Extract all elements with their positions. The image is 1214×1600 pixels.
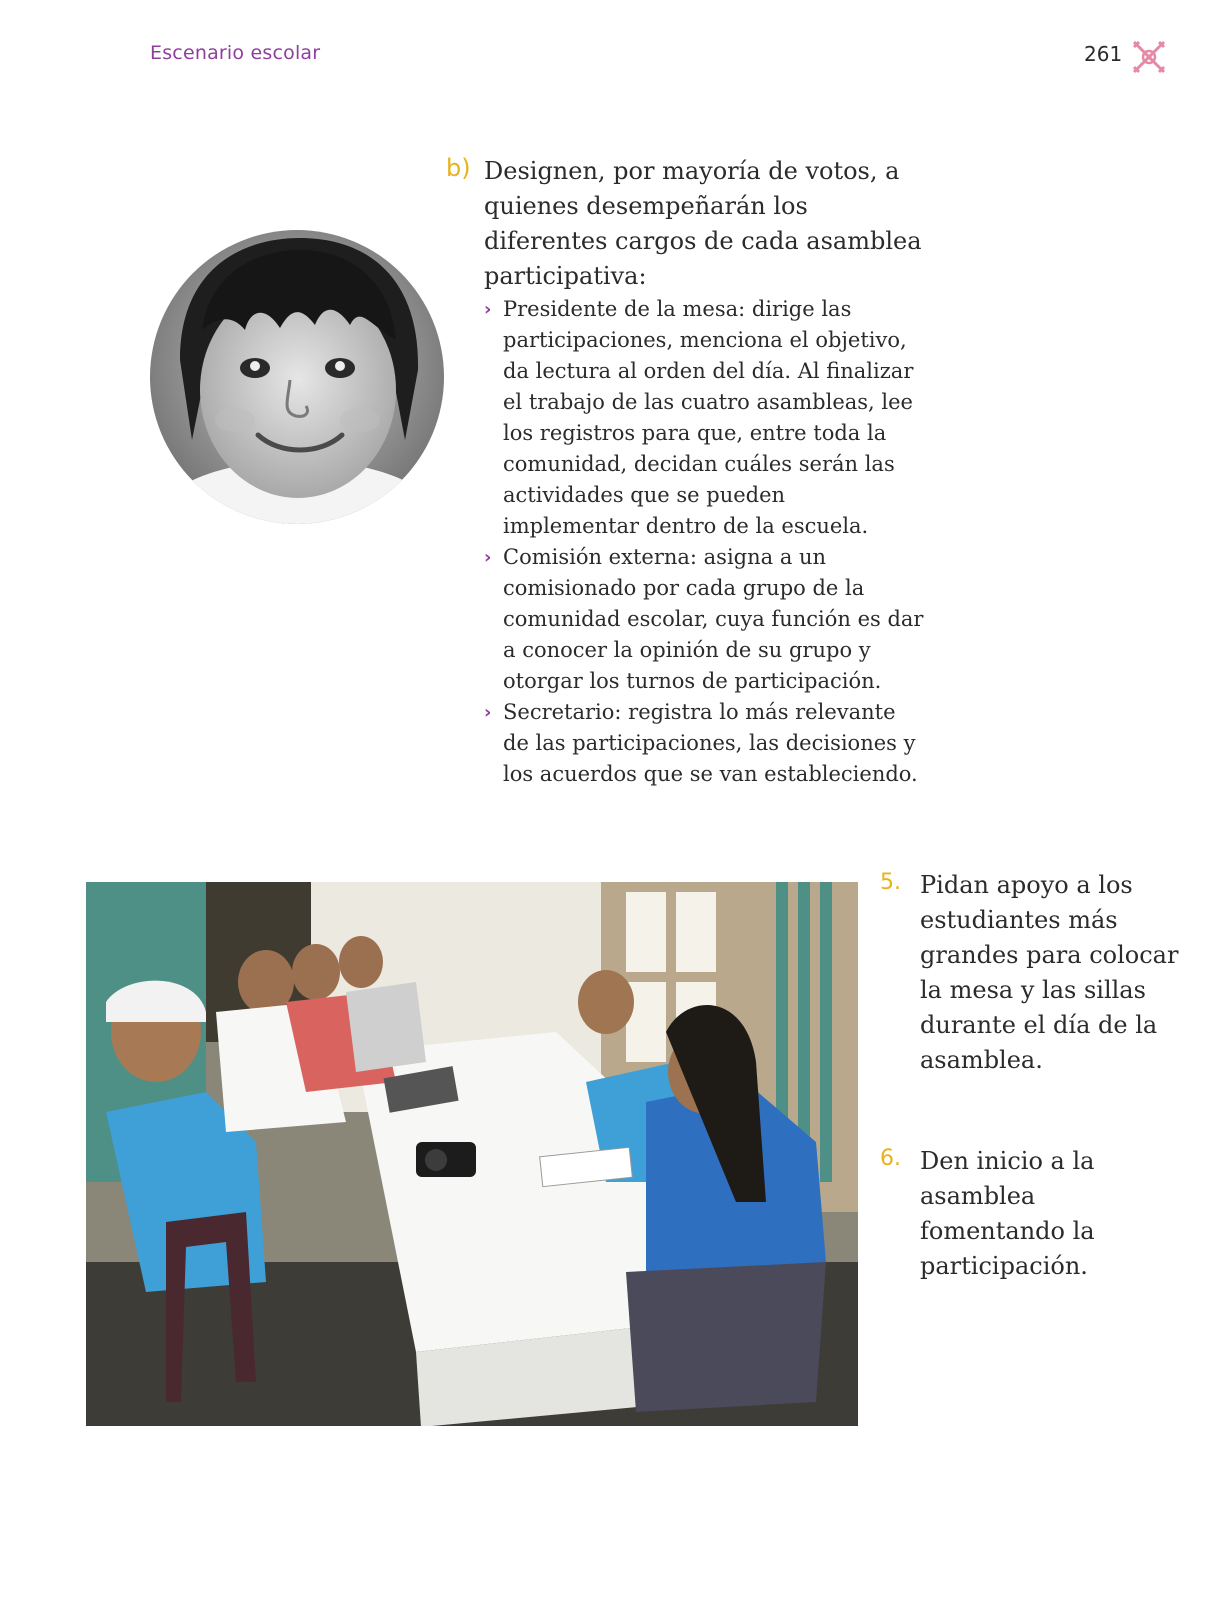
chevron-right-icon: ›: [484, 299, 492, 320]
girl-portrait-image: [150, 230, 444, 524]
roles-list: [484, 294, 926, 790]
role-external-commission: Comisión externa: asigna a un comisionado por cada grupo de la comunidad escolar, cuya función es dar a conocer la opinión de su grupo y otorgar los turnos de participación.: [503, 545, 924, 693]
chevron-right-icon: ›: [484, 547, 492, 568]
step-b-intro: Designen, por mayoría de votos, a quienes desempeñarán los diferentes cargos de cada asamblea participativa:: [484, 157, 922, 290]
page-number: 261: [1084, 42, 1123, 66]
chevron-right-icon: ›: [484, 702, 492, 723]
section-title: Escenario escolar: [150, 42, 321, 64]
list-item: [484, 697, 926, 790]
ornament-cross-icon: [1130, 38, 1168, 76]
step-6-text: Den inicio a la asamblea fomentando la participación.: [920, 1147, 1095, 1280]
list-item: [484, 542, 926, 697]
step-6-number: 6.: [880, 1146, 901, 1171]
assembly-meeting-image: [86, 882, 858, 1426]
role-secretary: Secretario: registra lo más relevante de las participaciones, las decisiones y los acuerdos que se van estableciendo.: [503, 700, 918, 786]
step-5-number: 5.: [880, 870, 901, 895]
list-item: [484, 294, 926, 542]
role-president: Presidente de la mesa: dirige las participaciones, menciona el objetivo, da lectura al orden del día. Al finalizar el trabajo de las cuatro asambleas, lee los registros para que, entre toda la comunidad, decidan cuáles serán las actividades que se pueden implementar dentro de la escuela.: [503, 297, 914, 538]
step-b: [446, 154, 926, 790]
step-5-text: Pidan apoyo a los estudiantes más grandes para colocar la mesa y las sillas durante el día de la asamblea.: [920, 871, 1179, 1074]
step-b-marker: b): [446, 154, 471, 182]
